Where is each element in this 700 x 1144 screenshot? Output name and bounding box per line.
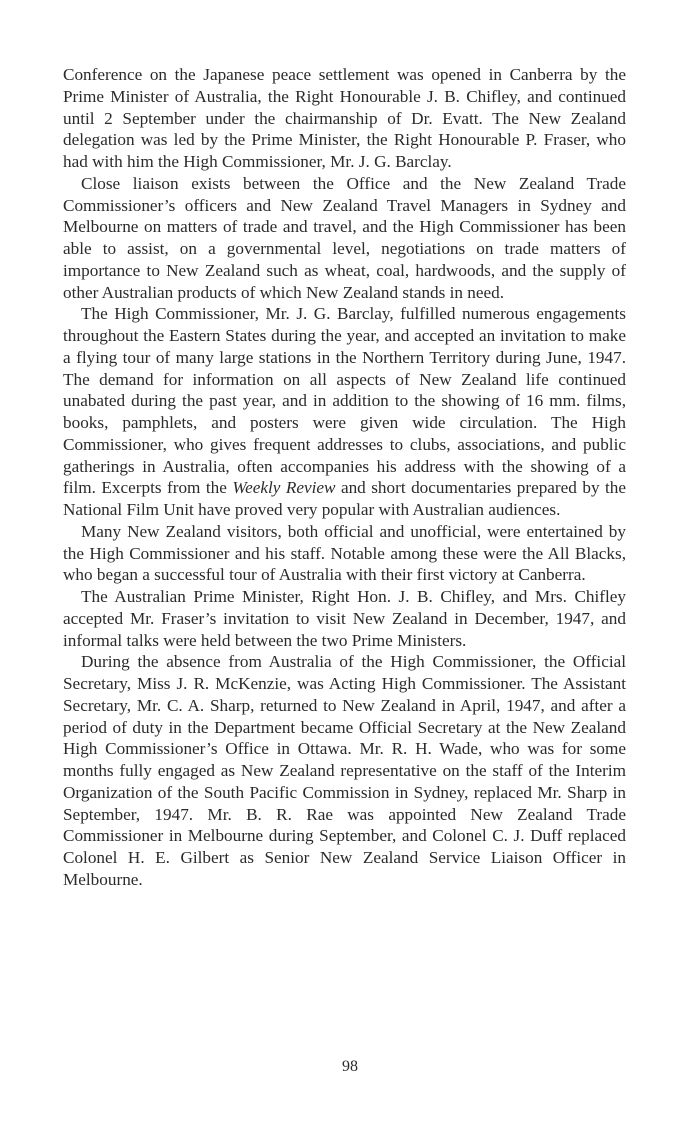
paragraph-high-commissioner-engagements [63, 303, 626, 521]
paragraph-prime-minister-visit: The Australian Prime Minister, Right Hon. J. B. Chifley, and Mrs. Chifley accepted Mr. Fraser’s invitation to visit New Zealand in December, 1947, and informal talks were held between the two Prime Ministers. [63, 587, 626, 650]
paragraph-staff-changes: During the absence from Australia of the High Commissioner, the Official Secretary, Miss J. R. McKenzie, was Acting High Commissioner. The Assistant Secretary, Mr. C. A. Sharp, returned to New Zealand in April, 1947, and after a period of duty in the Department became Official Secretary at the New Zealand High Commissioner’s Office in Ottawa. Mr. R. H. Wade, who was for some months fully engaged as New Zealand representative on the staff of the Interim Organization of the South Pacific Commission in Sydney, replaced Mr. Sharp in September, 1947. Mr. B. R. Rae was appointed New Zealand Trade Commissioner in Melbourne during September, and Colonel C. J. Duff replaced Colonel H. E. Gilbert as Senior New Zealand Service Liaison Officer in Melbourne. [63, 652, 626, 889]
paragraph-close-liaison: Close liaison exists between the Office and the New Zealand Trade Commissioner’s officers and New Zealand Travel Managers in Sydney and Melbourne on matters of trade and travel, and the High Commissioner has been able to assist, on a governmental level, negotiations on trade matters of importance to New Zealand such as wheat, coal, hardwoods, and the supply of other Australian products of which New Zealand stands in need. [63, 173, 626, 302]
page-number: 98 [342, 1058, 358, 1075]
paragraph-conference: Conference on the Japanese peace settlement was opened in Canberra by the Prime Minister of Australia, the Right Honourable J. B. Chifley, and continued until 2 September under the chairmanship of Dr. Evatt. The New Zealand delegation was led by the Prime Minister, the Right Honourable P. Fraser, who had with him the High Commissioner, Mr. J. G. Barclay. [63, 65, 626, 171]
document-body [63, 64, 626, 891]
paragraph-visitors: Many New Zealand visitors, both official and unofficial, were entertained by the High Commissioner and his staff. Notable among these were the All Blacks, who began a successful tour of Australia with their first victory at Canberra. [63, 521, 626, 585]
paragraph-text-after: and short documentaries prepared by the National Film Unit have proved very popular with Australian audiences. [63, 478, 627, 519]
weekly-review-title: Weekly Review [232, 478, 336, 498]
paragraph-text-before: The High Commissioner, Mr. J. G. Barclay, fulfilled numerous engagements throughout the Eastern States during the year, and accepted an invitation to make a flying tour of many large stations in the Northern Territory during June, 1947. The demand for information on all aspects of New Zealand life continued unabated during the past year, and in addition to the showing of 16 mm. films, books, pamphlets, and posters were given wide circulation. The High Commissioner, who gives frequent addresses to clubs, associations, and public gatherings in Australia, often accompanies his address with the showing of a film. Excerpts from the [63, 304, 626, 498]
